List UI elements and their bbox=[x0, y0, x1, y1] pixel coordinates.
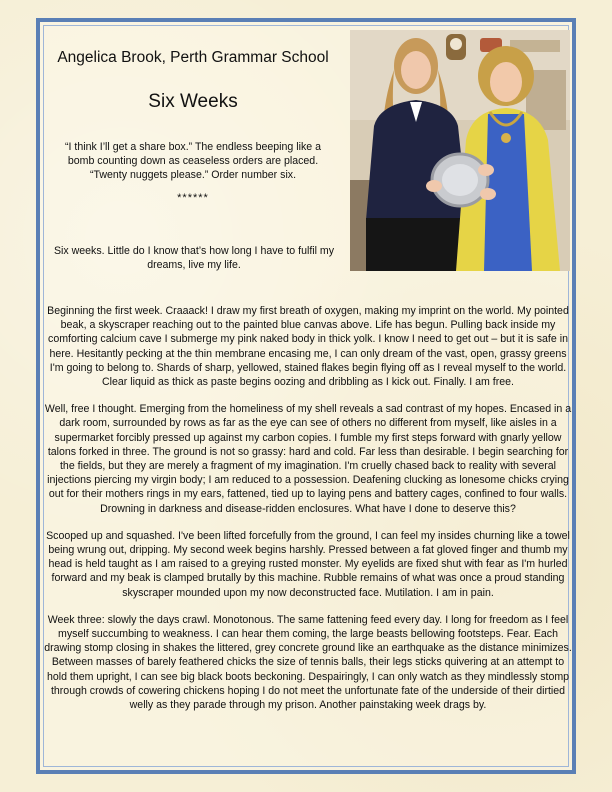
photo-illustration-icon bbox=[350, 30, 570, 271]
paragraph-week-three: Week three: slowly the days crawl. Monotonous. The same fattening feed every day. I long for freedom as I feel myself succumbing to weakness. I can hear them coming, the large beasts bellowing footsteps. Fear. Each drawing stomp closing in shakes the littered, grey concrete ground like an earthquake as the distance minimizes. Between masses of barely feathered chicks the size of tennis balls, their legs sticks quivering at an attempt to hold them upright, I can see big black boots beckoning. Despairingly, I can only watch as they mindlessly stomp through crowds of cowering chickens hoping I do not meet the unfortunate fate of the underside of their dirtied welly as they parade through my prison. Another painstaking week drags by. bbox=[44, 613, 572, 712]
story-body bbox=[44, 304, 572, 725]
section-separator: ****** bbox=[177, 192, 209, 204]
opening-line: Six weeks. Little do I know that’s how long I have to fulfil my dreams, live my life. bbox=[53, 245, 335, 271]
paragraph-week-one: Beginning the first week. Craaack! I draw my first breath of oxygen, making my imprint on the world. My pointed beak, a skyscraper reaching out to the painted blue canvas above. Life has begun. Pulling back inside my comforting calcium cave I submerge my pink naked body in thick yolk. I know I need to get out – but it is safe in here. Hesitantly pecking at the thin membrane encasing me, I can only dream of the vast, open, grassy greens I'm going to belong to. Shards of sharp, yellowed, stained flakes begin flying off as I reveal myself to the world. Clear liquid as thick as paste begins oozing and dribbling as I kick out. Finally. I am free. bbox=[47, 305, 569, 389]
epigraph: “I think I’ll get a share box.” The endless beeping like a bomb counting down as ceaseless orders are placed. “Twenty nuggets please.” Order number six. bbox=[65, 141, 321, 181]
page-frame bbox=[36, 18, 576, 774]
header-block bbox=[48, 48, 338, 204]
page-title: Six Weeks bbox=[148, 91, 238, 112]
paragraph-free: Well, free I thought. Emerging from the homeliness of my shell reveals a sad contrast of my hopes. Encased in a dark room, surrounded by rows as far as the eye can see of others no different from myself, like aisles in a supermarket forcibly pressed up against my carbon copies. I fumble my first steps forward with gnarly yellow talons forked in three. The ground is not so grassy: hard and cold. Far less than desirable. I begin searching for the fields, but they are merely a fragment of my imagination. I'm cruelly chased back to reality with several injections piercing my virgin body; I am reduced to a possession. Deafening clucking as lonesome chicks crying out for their mothers rings in my ears, fattened, tied up to laying pens and battery cages, confined to four walls. Drowning in darkness and disease-ridden enclosures. What have I done to deserve this? bbox=[44, 403, 572, 515]
author-line: Angelica Brook, Perth Grammar School bbox=[57, 49, 329, 66]
award-photo bbox=[350, 30, 570, 271]
paragraph-week-two: Scooped up and squashed. I've been lifted forcefully from the ground, I can feel my insides churning like a towel being wrung out, dripping. My second week begins harshly. Pressed between a fat gloved finger and thumb my head is held taught as I am raised to a greying rusted monster. My eyelids are fixed shut with fear as I'm hurled forward and my beak is clamped brutally by this machine. Rubble remains of what was once a proud standing skyscraper mounded upon my now deconstructed face. Mutilation. I am in pain. bbox=[46, 529, 570, 599]
